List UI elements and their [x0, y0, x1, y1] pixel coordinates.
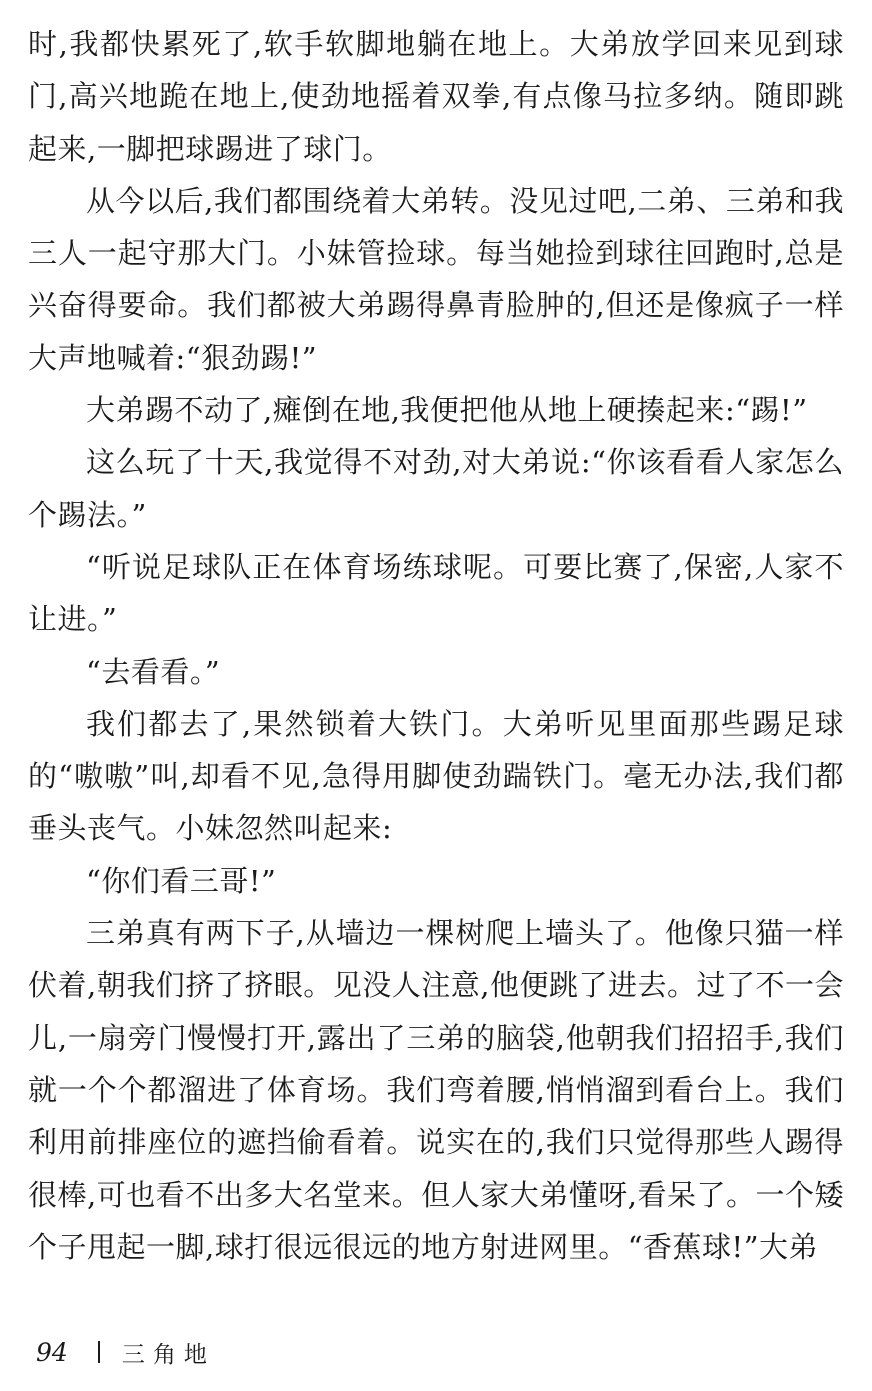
- paragraph-9: 三弟真有两下子,从墙边一棵树爬上墙头了。他像只猫一样伏着,朝我们挤了挤眼。见没人注意,他便跳了进去。过了不一会儿,一扇旁门慢慢打开,露出了三弟的脑袋,他朝我们招招手,我们就一个个都溜进了体育场。我们弯着腰,悄悄溜到看台上。我们利用前排座位的遮挡偷看着。说实在的,我们只觉得那些人踢得很棒,可也看不出多大名堂来。但人家大弟懂呀,看呆了。一个矮个子甩起一脚,球打很远很远的地方射进网里。“香蕉球!”大弟: [28, 916, 844, 1264]
- page-footer: [36, 1332, 215, 1372]
- paragraph-2: 从今以后,我们都围绕着大弟转。没见过吧,二弟、三弟和我三人一起守那大门。小妹管捡球。每当她捡到球往回跑时,总是兴奋得要命。我们都被大弟踢得鼻青脸肿的,但还是像疯子一样大声地喊着:“狠劲踢!”: [28, 183, 844, 375]
- paragraph-3: 大弟踢不动了,瘫倒在地,我便把他从地上硬揍起来:“踢!”: [86, 393, 808, 428]
- paragraph-1: 时,我都快累死了,软手软脚地躺在地上。大弟放学回来见到球门,高兴地跪在地上,使劲地摇着双拳,有点像马拉多纳。随即跳起来,一脚把球踢进了球门。: [28, 27, 844, 166]
- paragraph-7: 我们都去了,果然锁着大铁门。大弟听见里面那些踢足球的“嗷嗷”叫,却看不见,急得用脚使劲踹铁门。毫无办法,我们都垂头丧气。小妹忽然叫起来:: [28, 706, 844, 846]
- footer-divider: [98, 1341, 100, 1363]
- paragraph-8: “你们看三哥!”: [86, 863, 277, 898]
- paragraph-5: “听说足球队正在体育场练球呢。可要比赛了,保密,人家不让进。”: [28, 549, 844, 637]
- page-number: 94: [36, 1337, 68, 1367]
- book-title: 三角地: [121, 1341, 215, 1368]
- body-text: [28, 18, 844, 1273]
- paragraph-6: “去看看。”: [86, 654, 221, 689]
- paragraph-4: 这么玩了十天,我觉得不对劲,对大弟说:“你该看看人家怎么个踢法。”: [28, 445, 844, 532]
